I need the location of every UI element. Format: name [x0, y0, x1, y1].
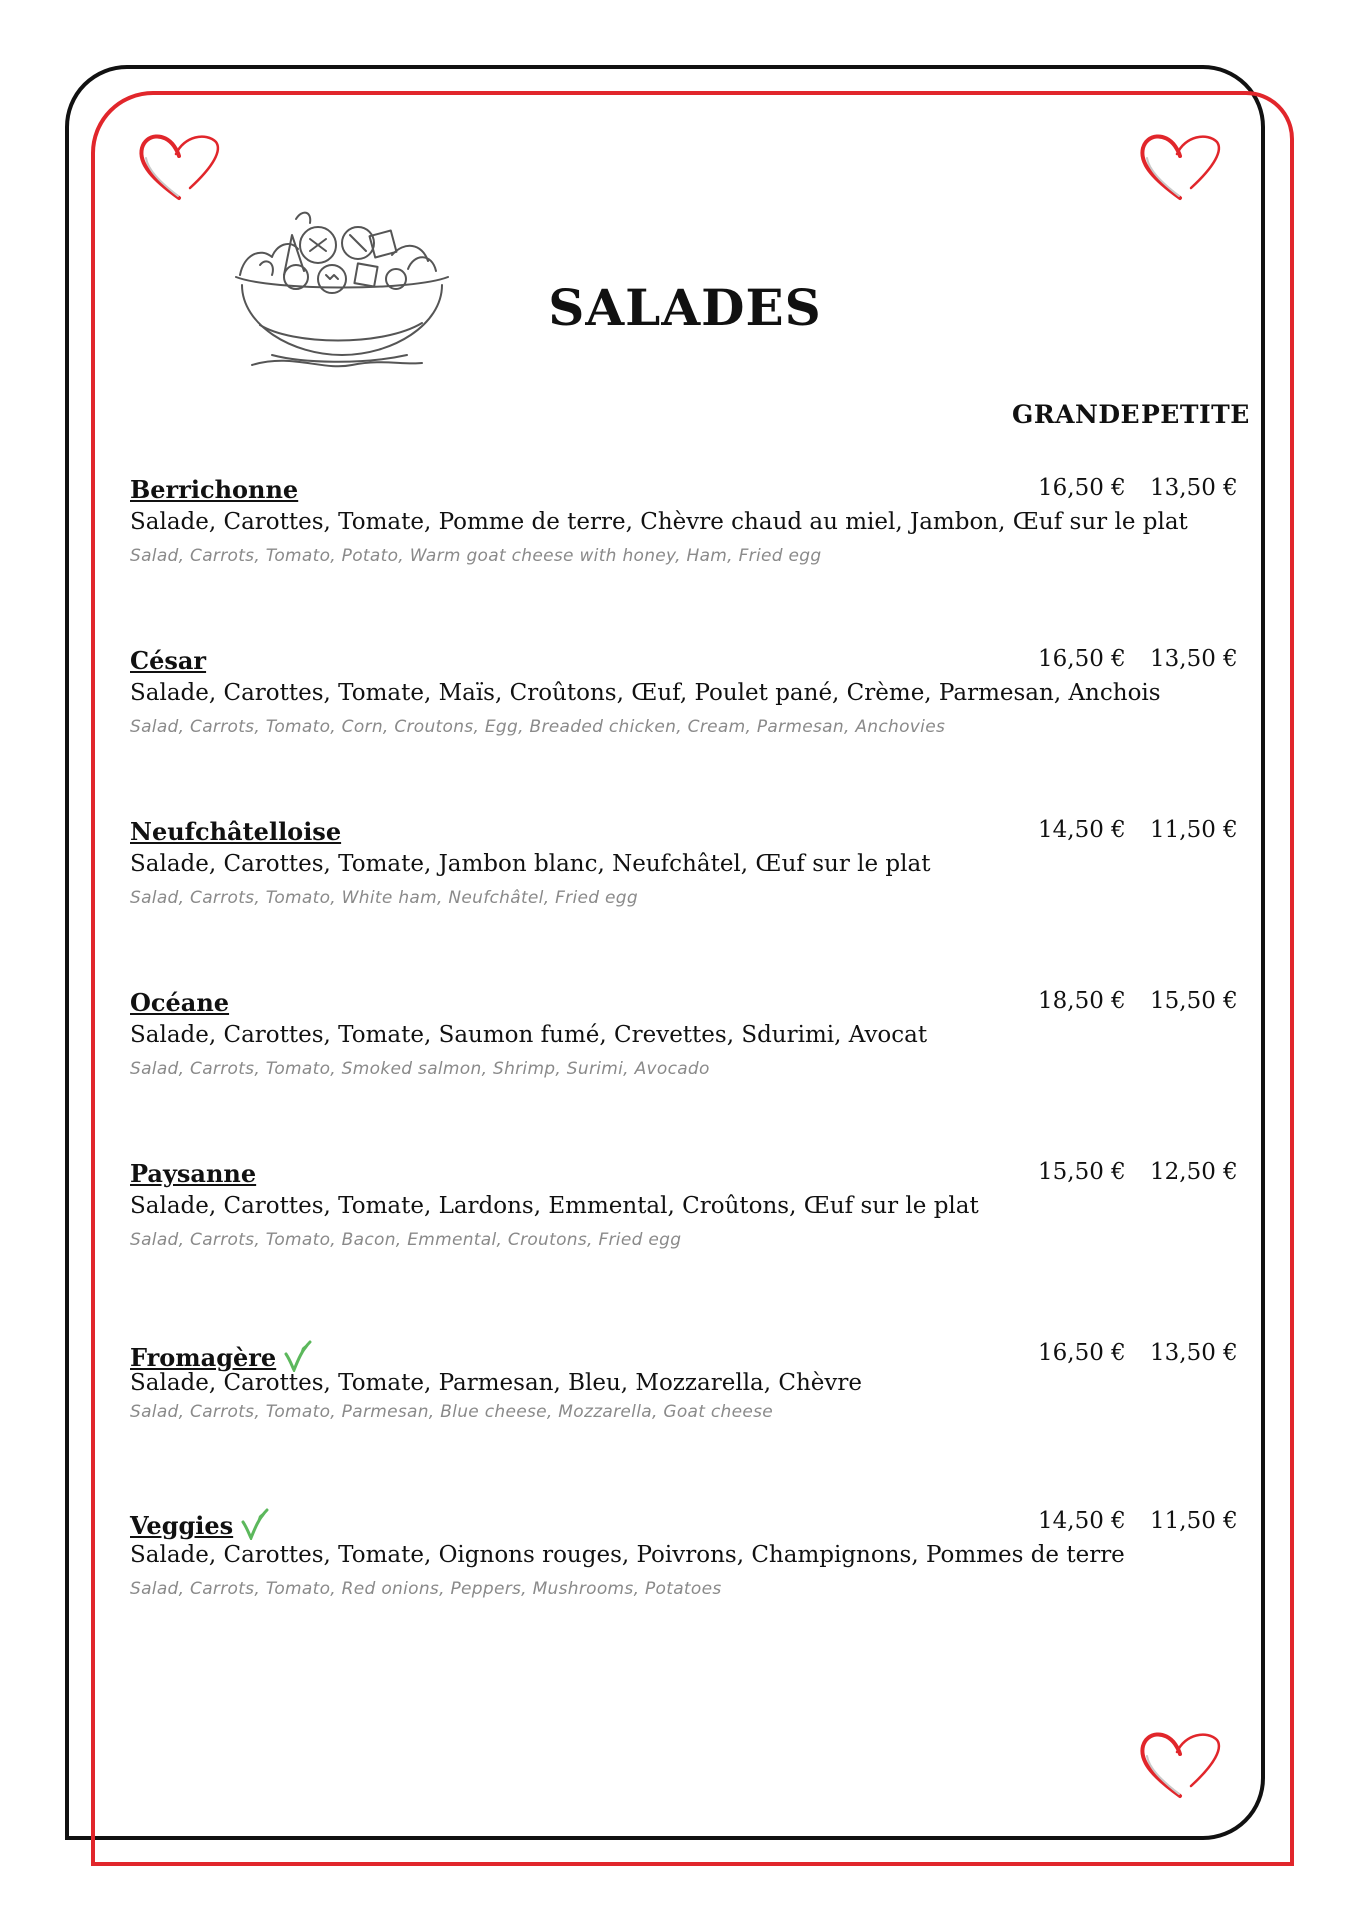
price-petite: 12,50 €	[1150, 1159, 1238, 1185]
item-name: Veggies	[130, 1508, 269, 1540]
leaf-icon	[239, 1508, 269, 1540]
item-description: Salade, Carottes, Tomate, Lardons, Emmental, Croûtons, Œuf sur le plat	[130, 1193, 979, 1219]
menu-item	[130, 1340, 1250, 1450]
item-description: Salade, Carottes, Tomate, Pomme de terre, Chèvre chaud au miel, Jambon, Œuf sur le plat	[130, 509, 1188, 535]
page-title: SALADES	[548, 278, 822, 337]
salad-bowl-icon	[232, 205, 452, 370]
item-name: Fromagère	[130, 1340, 312, 1372]
price-grande: 14,50 €	[1038, 817, 1126, 843]
price-grande: 15,50 €	[1038, 1159, 1126, 1185]
menu-item	[130, 646, 1250, 756]
price-petite: 11,50 €	[1150, 1508, 1238, 1534]
item-name: César	[130, 646, 207, 675]
item-description: Salade, Carottes, Tomate, Oignons rouges, Poivrons, Champignons, Pommes de terre	[130, 1542, 1125, 1568]
item-description: Salade, Carottes, Tomate, Saumon fumé, Crevettes, Sdurimi, Avocat	[130, 1022, 928, 1048]
item-translation: Salad, Carrots, Tomato, Red onions, Peppers, Mushrooms, Potatoes	[130, 1579, 722, 1599]
item-translation: Salad, Carrots, Tomato, White ham, Neufchâtel, Fried egg	[130, 888, 638, 908]
item-description: Salade, Carottes, Tomate, Maïs, Croûtons, Œuf, Poulet pané, Crème, Parmesan, Anchois	[130, 680, 1161, 706]
item-translation: Salad, Carrots, Tomato, Parmesan, Blue cheese, Mozzarella, Goat cheese	[130, 1402, 774, 1422]
column-header-petite: PETITE	[1141, 400, 1250, 429]
item-translation: Salad, Carrots, Tomato, Smoked salmon, Shrimp, Surimi, Avocado	[130, 1059, 710, 1079]
item-translation: Salad, Carrots, Tomato, Bacon, Emmental, Croutons, Fried egg	[130, 1230, 682, 1250]
price-grande: 18,50 €	[1038, 988, 1126, 1014]
price-grande: 16,50 €	[1038, 1340, 1126, 1366]
item-translation: Salad, Carrots, Tomato, Potato, Warm goat cheese with honey, Ham, Fried egg	[130, 546, 822, 566]
price-grande: 14,50 €	[1038, 1508, 1126, 1534]
item-name: Paysanne	[130, 1159, 257, 1188]
menu-item	[130, 475, 1250, 585]
menu-item	[130, 1508, 1250, 1618]
price-petite: 13,50 €	[1150, 1340, 1238, 1366]
price-petite: 13,50 €	[1150, 475, 1238, 501]
price-petite: 11,50 €	[1150, 817, 1238, 843]
item-description: Salade, Carottes, Tomate, Parmesan, Bleu, Mozzarella, Chèvre	[130, 1370, 863, 1396]
menu-item	[130, 988, 1250, 1098]
heart-icon	[1135, 1726, 1225, 1804]
item-description: Salade, Carottes, Tomate, Jambon blanc, Neufchâtel, Œuf sur le plat	[130, 851, 931, 877]
item-translation: Salad, Carrots, Tomato, Corn, Croutons, Egg, Breaded chicken, Cream, Parmesan, Anchovies	[130, 717, 946, 737]
price-petite: 15,50 €	[1150, 988, 1238, 1014]
price-petite: 13,50 €	[1150, 646, 1238, 672]
price-grande: 16,50 €	[1038, 646, 1126, 672]
heart-icon	[134, 128, 224, 206]
heart-icon	[1135, 128, 1225, 206]
menu-item	[130, 817, 1250, 927]
column-header-grande: GRANDE	[1012, 400, 1141, 429]
leaf-icon	[282, 1340, 312, 1372]
menu-item	[130, 1159, 1250, 1269]
item-name: Neufchâtelloise	[130, 817, 342, 846]
item-name: Berrichonne	[130, 475, 299, 504]
price-grande: 16,50 €	[1038, 475, 1126, 501]
item-name: Océane	[130, 988, 230, 1017]
